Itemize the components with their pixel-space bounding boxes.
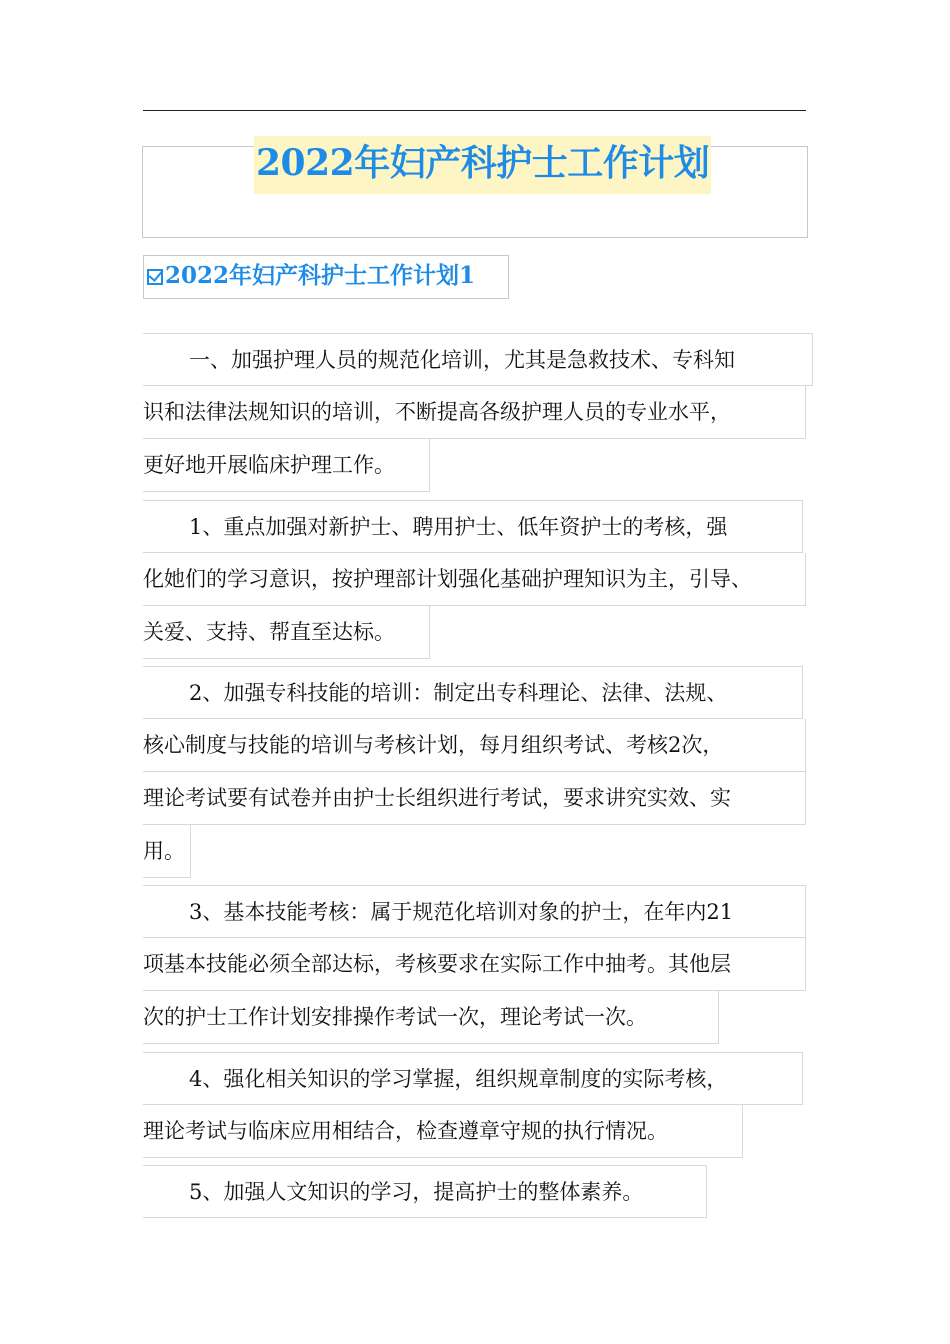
paragraph-line: 用。	[143, 825, 191, 878]
paragraph-line: 一、加强护理人员的规范化培训，尤其是急救技术、专科知	[143, 333, 813, 386]
paragraph-line: 核心制度与技能的培训与考核计划，每月组织考试、考核2次，	[143, 719, 806, 772]
paragraph-line: 识和法律法规知识的培训，不断提高各级护理人员的专业水平，	[143, 386, 806, 439]
checkbox-checked-icon	[147, 269, 163, 285]
paragraph-line: 次的护士工作计划安排操作考试一次，理论考试一次。	[143, 991, 719, 1044]
section-heading	[143, 255, 509, 299]
paragraph-item-4	[143, 1052, 806, 1158]
header-rule	[143, 110, 806, 111]
paragraph-item-5	[143, 1165, 806, 1218]
paragraph-line: 项基本技能必须全部达标，考核要求在实际工作中抽考。其他层	[143, 938, 806, 991]
paragraph-line: 更好地开展临床护理工作。	[143, 439, 430, 492]
paragraph-intro	[143, 333, 813, 492]
paragraph-line: 3、基本技能考核：属于规范化培训对象的护士，在年内21	[143, 885, 806, 938]
paragraph-line: 理论考试与临床应用相结合，检查遵章守规的执行情况。	[143, 1105, 743, 1158]
paragraph-line: 理论考试要有试卷并由护士长组织进行考试，要求讲究实效、实	[143, 772, 806, 825]
paragraph-item-1	[143, 500, 806, 659]
paragraph-line: 关爱、支持、帮直至达标。	[143, 606, 430, 659]
paragraph-line: 化她们的学习意识，按护理部计划强化基础护理知识为主，引导、	[143, 553, 806, 606]
paragraph-line: 1、重点加强对新护士、聘用护士、低年资护士的考核，强	[143, 500, 803, 553]
page-title: 2022年妇产科护士工作计划	[254, 136, 711, 194]
paragraph-line: 5、加强人文知识的学习，提高护士的整体素养。	[143, 1165, 707, 1218]
paragraph-line: 4、强化相关知识的学习掌握，组织规章制度的实际考核，	[143, 1052, 803, 1105]
paragraph-item-3	[143, 885, 806, 1044]
section-heading-text: 2022年妇产科护士工作计划1	[165, 262, 476, 289]
paragraph-line: 2、加强专科技能的培训：制定出专科理论、法律、法规、	[143, 666, 803, 719]
paragraph-item-2	[143, 666, 806, 878]
